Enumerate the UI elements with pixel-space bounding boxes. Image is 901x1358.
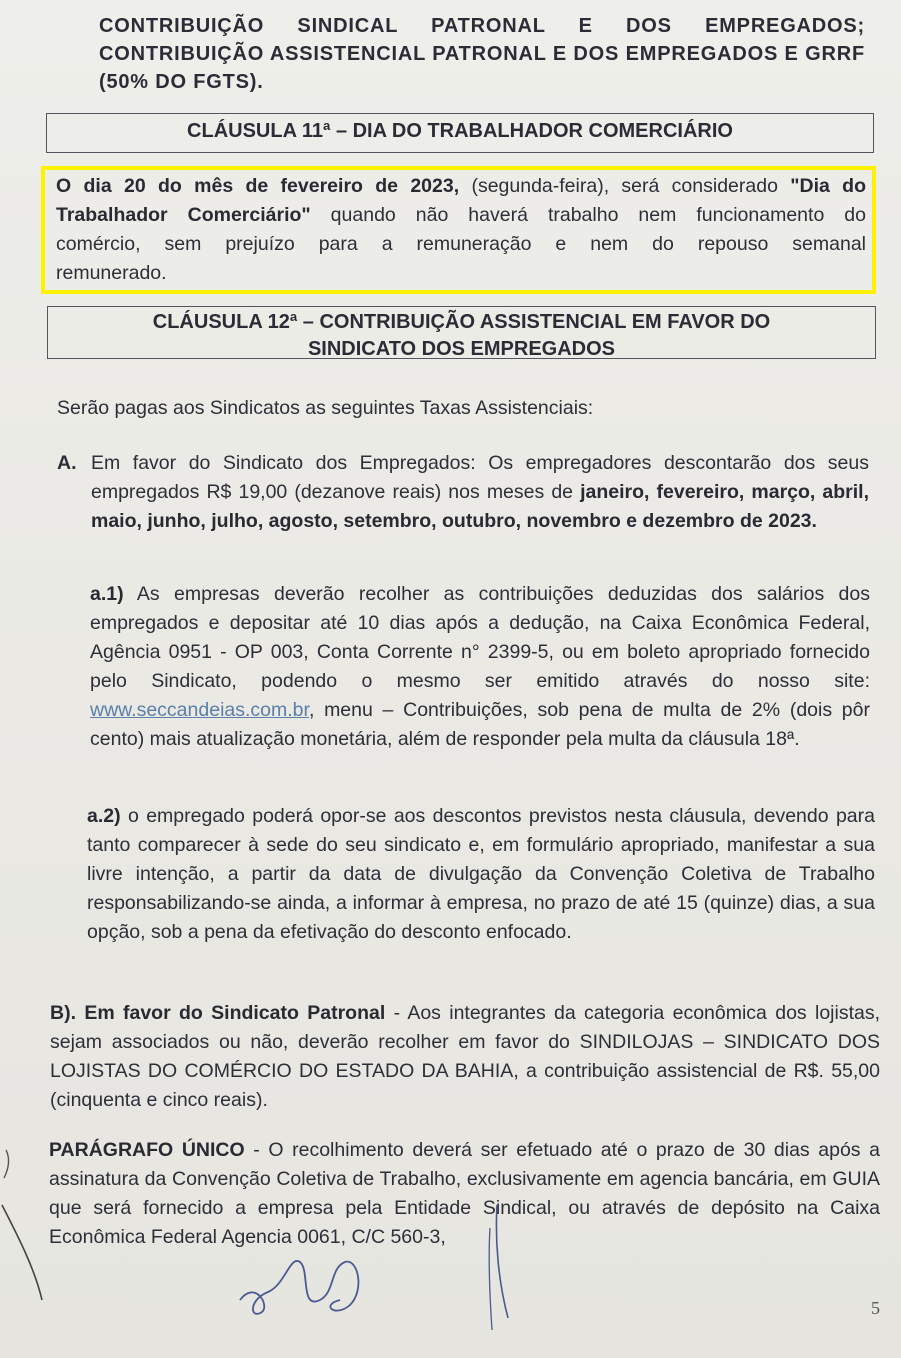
- clause-11-title: CLÁUSULA 11ª – DIA DO TRABALHADOR COMERCIÁRIO: [187, 120, 733, 142]
- left-bracket-mark: [4, 1150, 9, 1178]
- handwritten-signature: [240, 1261, 358, 1314]
- item-a1-marker: a.1): [90, 583, 124, 605]
- item-a-months: janeiro, fevereiro, março, abril, maio, junho, julho, agosto, setembro, outubro, novembro e dezembro de 2023.: [91, 481, 870, 532]
- vertical-signature-stroke-2: [489, 1228, 492, 1330]
- clause-11-line: comércio, sem prejuízo para a remuneração e nem do repouso semanal: [56, 233, 866, 255]
- item-a-text: Em favor do Sindicato dos Empregados: Os empregadores descontarão dos seus empregados R$ 19,00 (dezanove reais) nos meses de: [91, 452, 869, 503]
- clause-12-intro: Serão pagas aos Sindicatos as seguintes Taxas Assistenciais:: [57, 397, 594, 419]
- item-a-marker: A.: [57, 452, 77, 474]
- item-a2-marker: a.2): [87, 805, 121, 827]
- page-number: 5: [871, 1298, 880, 1318]
- paragrafo-unico-text: - O recolhimento deverá ser efetuado até o prazo de 30 dias após a assinatura da Convenção Coletiva de Trabalho, exclusivamente em agencia bancária, em GUIA que será fornecido a empresa pela Entidade Sindical, ou através de depósito na Caixa Econômica Federal Agencia 0061, C/C 560-3,: [49, 1139, 881, 1248]
- website-link[interactable]: www.seccandeias.com.br: [90, 699, 309, 721]
- item-b-text: - Aos integrantes da categoria econômica dos lojistas, sejam associados ou não, deverão recolher em favor do SINDILOJAS – SINDICATO DOS LOJISTAS DO COMÉRCIO DO ESTADO DA BAHIA, a contribuição assistencial de R$. 55,00 (cinquenta e cinco reais).: [50, 1002, 881, 1111]
- item-a1-text-end: , menu – Contribuições, sob pena de multa de 2% (dois pôr cento) mais atualização monetária, além de responder pela multa da cláusula 18ª.: [90, 699, 870, 750]
- text: quando não haverá trabalho nem funcionamento do: [310, 204, 866, 226]
- bold-text: Trabalhador Comerciário": [56, 204, 311, 226]
- bold-text: "Dia do: [790, 175, 866, 197]
- section-heading: CONTRIBUIÇÃO SINDICAL PATRONAL E DOS EMPREGADOS; CONTRIBUIÇÃO ASSISTENCIAL PATRONAL E DOS EMPREGADOS E GRRF (50% DO FGTS).: [99, 15, 865, 93]
- item-a2-text: o empregado poderá opor-se aos descontos previstos nesta cláusula, devendo para tanto comparecer à sede do seu sindicato e, em formulário apropriado, manifestar a sua livre intenção, a partir da data de divulgação da Convenção Coletiva de Trabalho responsabilizando-se ainda, a informar à empresa, no prazo de até 15 (quinze) dias, a sua opção, sob a pena da efetivação do desconto enfocado.: [87, 805, 875, 943]
- vertical-signature-stroke: [496, 1205, 508, 1318]
- clause-12-title-line-1: CLÁUSULA 12ª – CONTRIBUIÇÃO ASSISTENCIAL EM FAVOR DO: [152, 311, 771, 333]
- clause-11-line: remunerado.: [56, 262, 167, 284]
- bold-text: O dia 20 do mês de fevereiro de 2023,: [56, 175, 460, 197]
- paragrafo-unico-label: PARÁGRAFO ÚNICO: [49, 1139, 245, 1161]
- text: (segunda-feira), será considerado: [459, 175, 791, 197]
- clause-12-title-line-2: SINDICATO DOS EMPREGADOS: [307, 338, 616, 360]
- item-a1-text: As empresas deverão recolher as contribuições deduzidas dos salários dos empregados e depositar até 10 dias após a dedução, na Caixa Econômica Federal, Agência 0951 - OP 003, Conta Corrente n° 2399-5, ou em boleto apropriado fornecido pelo Sindicato, podendo o mesmo ser emitido através do nosso site:: [90, 583, 870, 692]
- item-b-title: Em favor do Sindicato Patronal: [76, 1002, 386, 1024]
- item-b-marker: B).: [50, 1002, 76, 1024]
- left-margin-stroke: [2, 1205, 42, 1300]
